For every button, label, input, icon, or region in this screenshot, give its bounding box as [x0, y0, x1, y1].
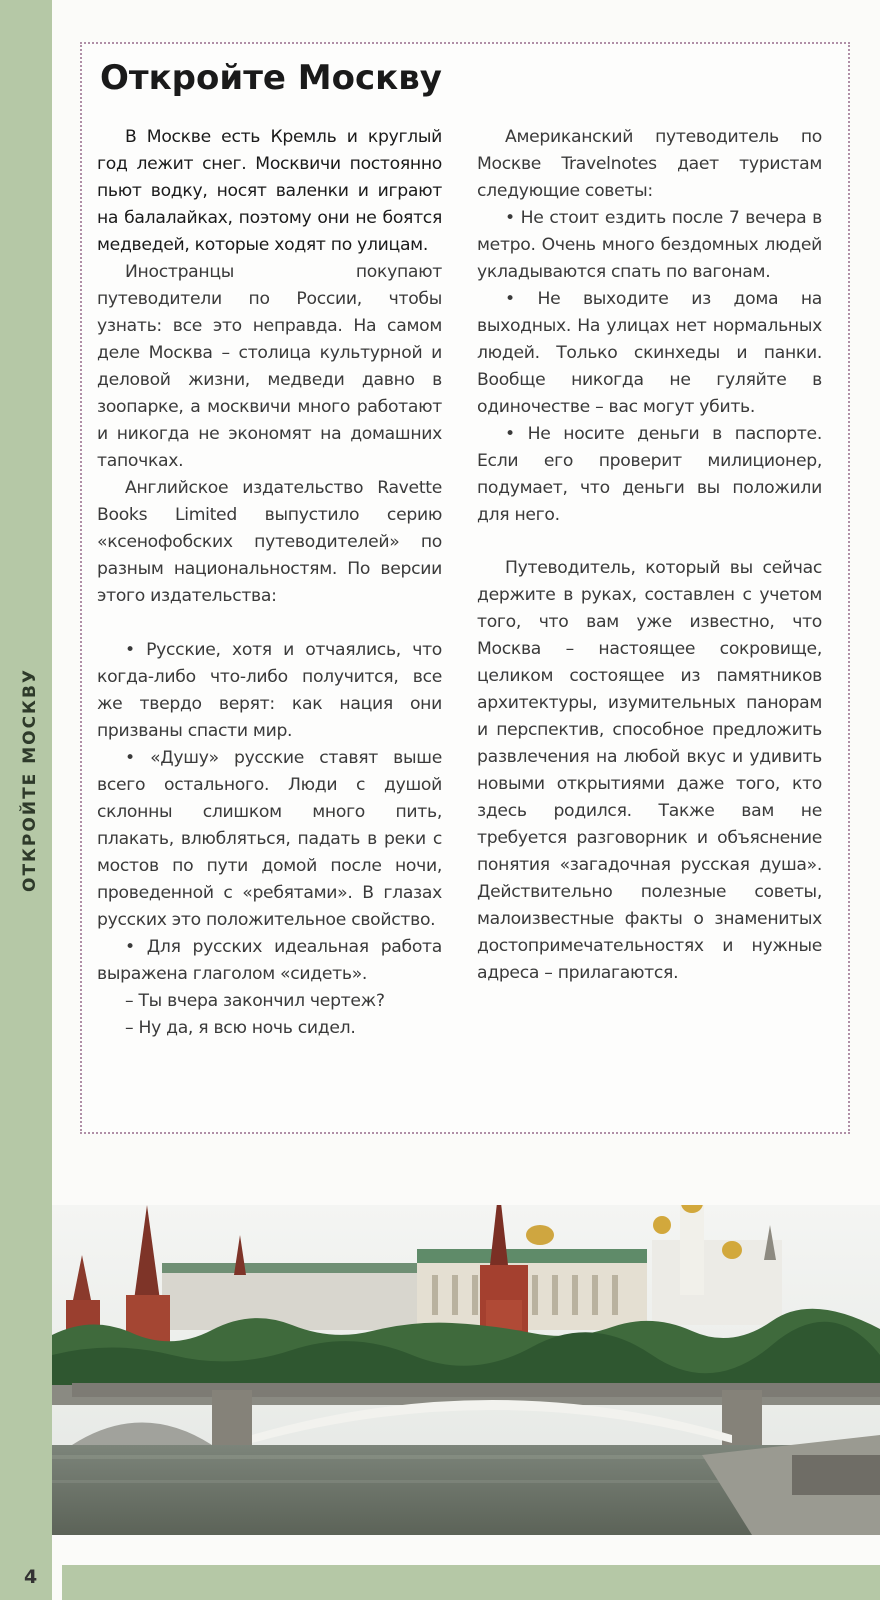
kremlin-panorama-image	[52, 1205, 880, 1535]
kremlin-photo	[52, 1205, 880, 1535]
dialogue-line: – Ты вчера закончил чертеж?	[125, 991, 385, 1011]
page-number: 4	[24, 1566, 38, 1588]
bullet-paragraph: • Не выходите из дома на выходных. На улицах нет нормальных людей. Только скинхеды и панки. Вообще никогда не гуляйте в одиночестве – вас могут убить.	[477, 289, 822, 417]
bottom-strip	[62, 1565, 880, 1600]
page-title: Откройте Москву	[100, 58, 442, 98]
bullet-paragraph: • Не носите деньги в паспорте. Если его проверит милиционер, подумает, что деньги вы положили для него.	[477, 424, 822, 525]
bullet-paragraph: • Русские, хотя и отчаялись, что когда-либо что-либо получится, все же твердо верят: как нация они призваны спасти мир.	[97, 640, 442, 741]
article-box	[80, 42, 850, 1134]
side-strip	[0, 0, 52, 1600]
paragraph: Иностранцы покупают путеводители по России, чтобы узнать: все это неправда. На самом деле Москва – столица культурной и деловой жизни, медведи давно в зоопарке, а москвичи много работают и никогда не экономят на домашних тапочках.	[97, 262, 442, 471]
bullet-paragraph: • «Душу» русские ставят выше всего остального. Люди с душой склонны слишком много пить, плакать, влюбляться, падать в реки с мостов по пути домой после ночи, проведенной с «ребятами». В глазах русских это положительное свойство.	[97, 748, 442, 930]
dialogue-line: – Ну да, я всю ночь сидел.	[125, 1018, 356, 1038]
lead-paragraph: В Москве есть Кремль и круглый год лежит снег. Москвичи постоянно пьют водку, носят валенки и играют на балалайках, поэтому они не боятся медведей, которые ходят по улицам.	[97, 127, 442, 255]
bullet-paragraph: • Не стоит ездить после 7 вечера в метро. Очень много бездомных людей укладываются спать по вагонам.	[477, 208, 822, 282]
bullet-paragraph: • Для русских идеальная работа выражена глаголом «сидеть».	[97, 937, 442, 984]
paragraph: Путеводитель, который вы сейчас держите в руках, составлен с учетом того, что вам уже известно, что Москва – настоящее сокровище, целиком состоящее из памятников архитектуры, изумительных панорам и перспектив, способное предложить развлечения на любой вкус и удивить новыми открытиями даже того, кто здесь родился. Также вам не требуется разговорник и объяснение понятия «загадочная русская душа». Действительно полезные советы, малоизвестные факты о знаменитых достопримечательностях и нужные адреса – прилагаются.	[477, 558, 822, 983]
article-column-right	[477, 124, 822, 987]
paragraph: Американский путеводитель по Москве Travelnotes дает туристам следующие советы:	[477, 127, 822, 201]
running-section-title: ОТКРОЙТЕ МОСКВУ	[20, 667, 40, 893]
article-column-left	[97, 124, 442, 1042]
paragraph: Английское издательство Ravette Books Limited выпустило серию «ксенофобских путеводителей» по разным национальностям. По версии этого издательства:	[97, 478, 442, 606]
